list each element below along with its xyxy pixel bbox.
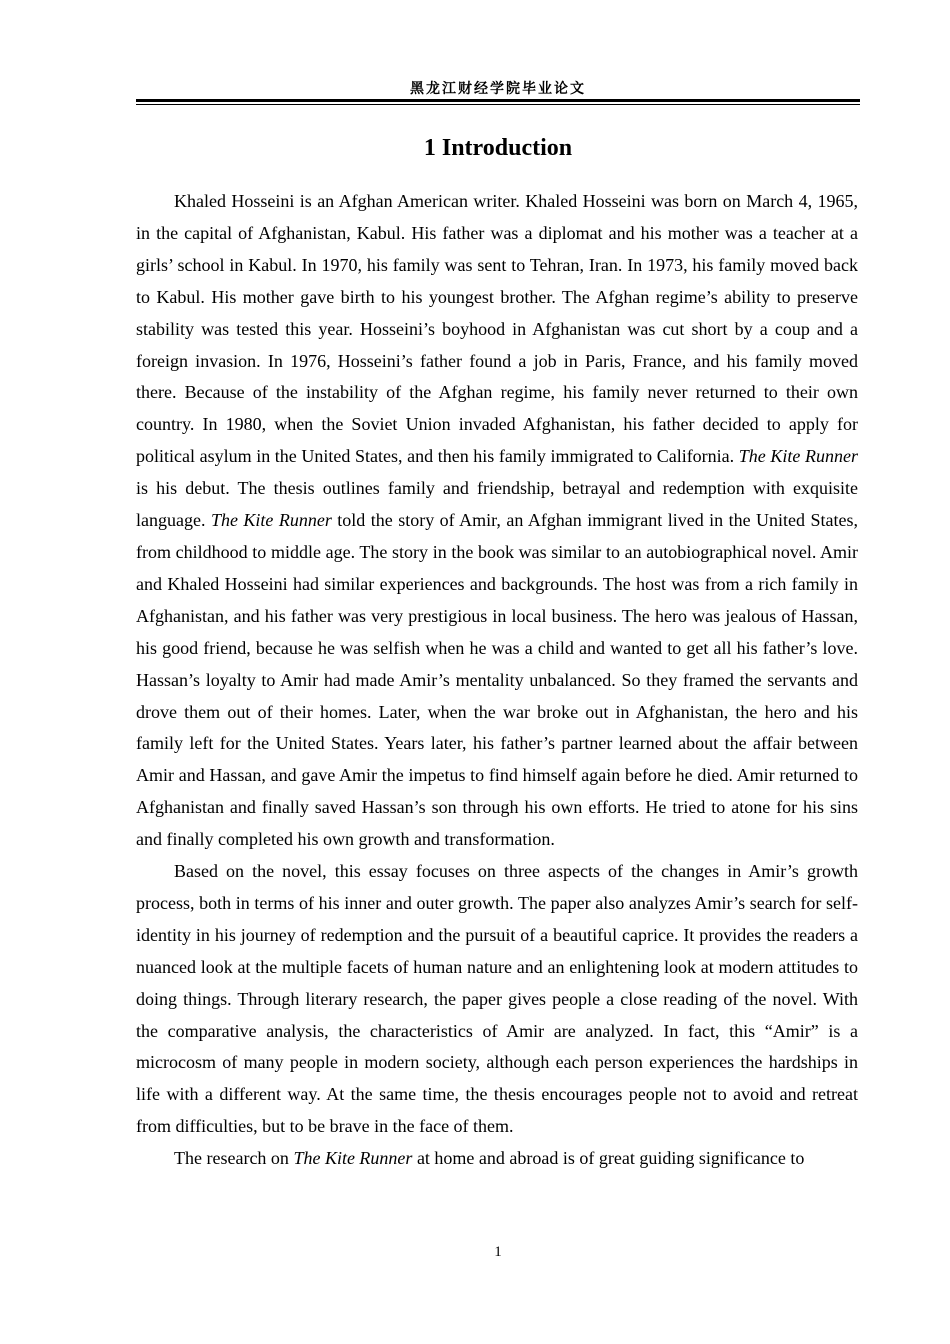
book-title-italic: The Kite Runner (738, 446, 858, 467)
text-run: at home and abroad is of great guiding significance to (412, 1148, 805, 1169)
text-run: Khaled Hosseini is an Afghan American writer. Khaled Hosseini was born on March 4, 1965, in the capital of Afghanistan, Kabul. His father was a diplomat and his mother was a teacher at a girls’ school in Kabul. In 1970, his family was sent to Tehran, Iran. In 1973, his family moved back to Kabul. His mother gave birth to his youngest brother. The Afghan regime’s ability to preserve stability was tested this year. Hosseini’s boyhood in Afghanistan was cut short by a coup and a foreign invasion. In 1976, Hosseini’s father found a job in Paris, France, and his family moved there. Because of the instability of the Afghan regime, his family never returned to their own country. In 1980, when the Soviet Union invaded Afghanistan, his father decided to apply for political asylum in the United States, and then his family immigrated to California. (136, 191, 858, 467)
text-run: is his debut. The thesis outlines family and friendship, betrayal and redemption with exquisite language. (136, 478, 858, 531)
running-header: 黑龙江财经学院毕业论文 (410, 81, 586, 97)
paragraph-1 (136, 186, 858, 856)
page-number: 1 (494, 1244, 502, 1260)
paragraph-2 (136, 856, 858, 1143)
section-title: 1 Introduction (423, 135, 573, 161)
book-title-italic: The Kite Runner (293, 1148, 413, 1169)
text-run: told the story of Amir, an Afghan immigrant lived in the United States, from childhood to middle age. The story in the book was similar to an autobiographical novel. Amir and Khaled Hosseini had similar experiences and backgrounds. The host was from a rich family in Afghanistan, and his father was very prestigious in local business. The hero was jealous of Hassan, his good friend, because he was selfish when he was a child and wanted to get all his father’s love. Hassan’s loyalty to Amir had made Amir’s mentality unbalanced. So they framed the servants and drove them out of their homes. Later, when the war broke out in Afghanistan, the hero and his family left for the United States. Years later, his father’s partner learned about the affair between Amir and Hassan, and gave Amir the impetus to find himself again before he died. Amir returned to Afghanistan and finally saved Hassan’s son through his own efforts. He tried to atone for his sins and finally completed his own growth and transformation. (136, 510, 859, 850)
header-rule-thick (136, 99, 860, 102)
header-rule-thin (136, 104, 860, 105)
text-run: The research on (174, 1148, 294, 1169)
paragraph-3 (136, 1143, 858, 1175)
body-text (136, 186, 858, 1175)
book-title-italic: The Kite Runner (210, 510, 332, 531)
text-run: Based on the novel, this essay focuses on three aspects of the changes in Amir’s growth process, both in terms of his inner and outer growth. The paper also analyzes Amir’s search for self-identity in his journey of redemption and the pursuit of a beautiful caprice. It provides the readers a nuanced look at the multiple facets of human nature and an enlightening look at modern attitudes to doing things. Through literary research, the paper gives people a close reading of the novel. With the comparative analysis, the characteristics of Amir are analyzed. In fact, this “Amir” is a microcosm of many people in modern society, although each person experiences the hardships in life with a different way. At the same time, the thesis encourages people not to avoid and retreat from difficulties, but to be brave in the face of them. (136, 861, 858, 1137)
